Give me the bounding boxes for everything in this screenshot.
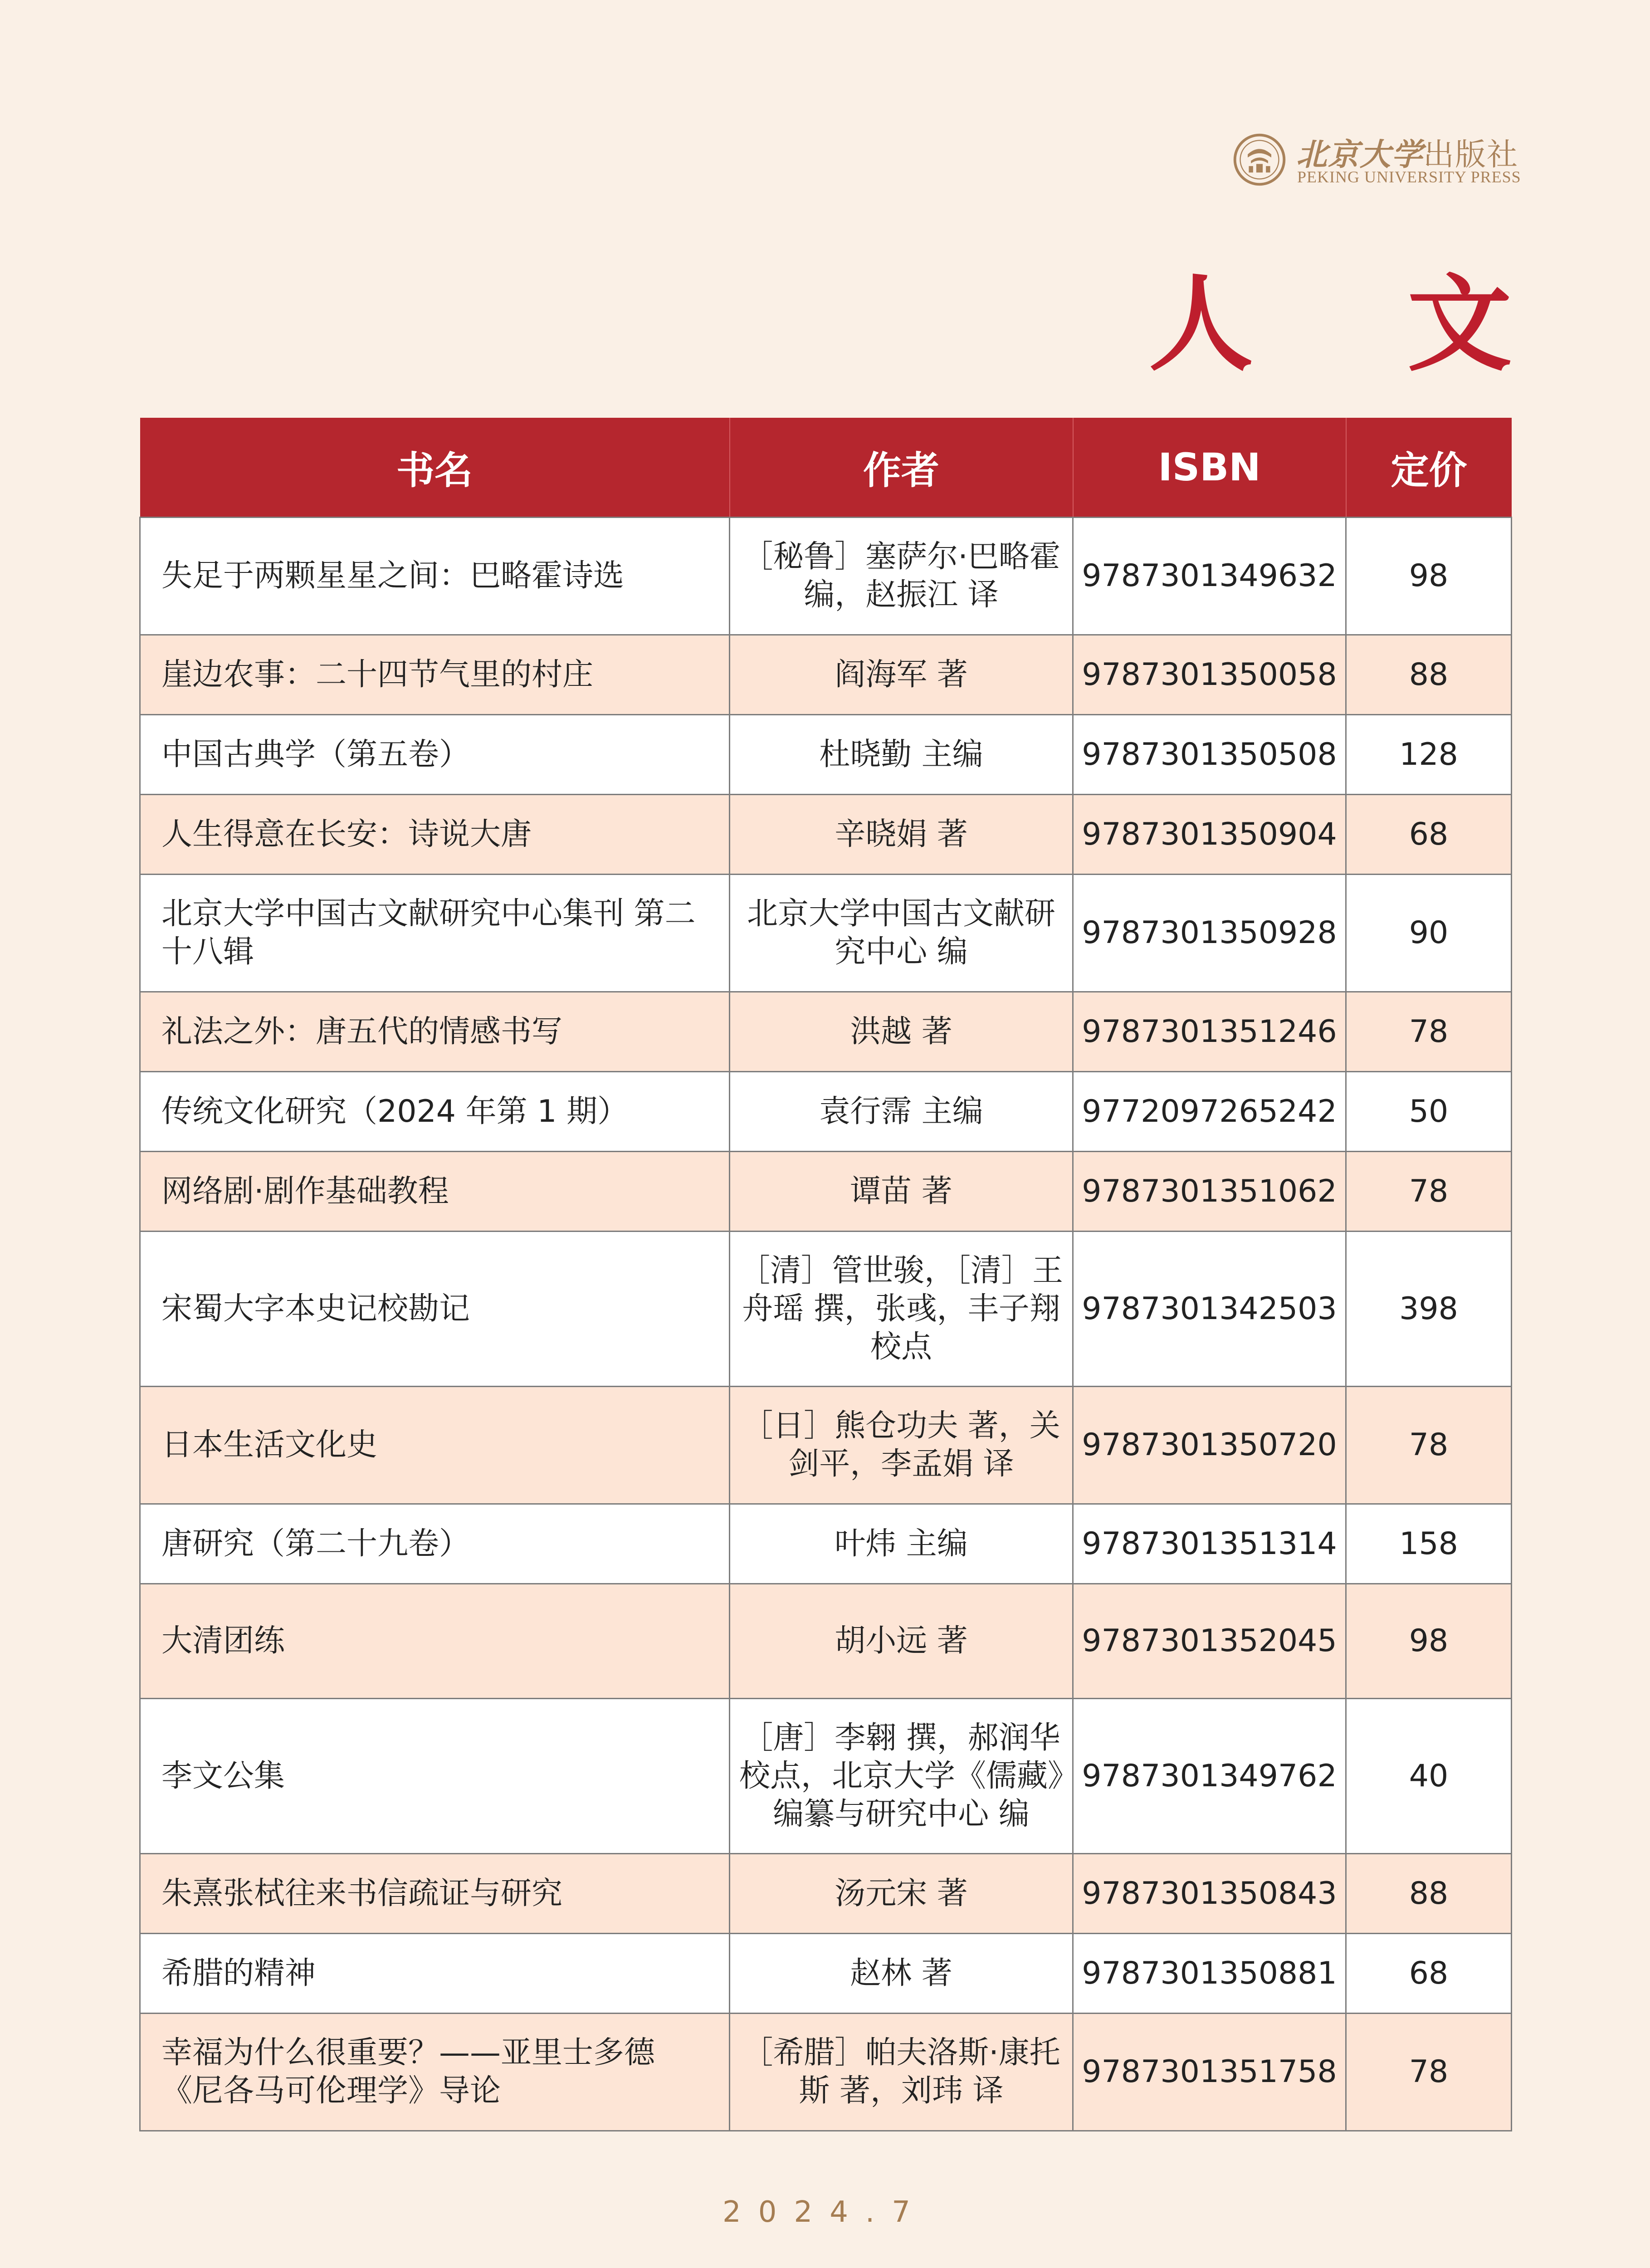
table-row bbox=[140, 795, 1512, 875]
book-title: 失足于两颗星星之间：巴略霍诗选 bbox=[140, 518, 730, 635]
book-author: 袁行霈 主编 bbox=[730, 1072, 1073, 1152]
footer-date: 2024.7 bbox=[722, 2195, 928, 2229]
book-title: 朱熹张栻往来书信疏证与研究 bbox=[140, 1854, 730, 1934]
book-isbn: 9787301350508 bbox=[1073, 715, 1346, 795]
header-title: 书名 bbox=[140, 418, 730, 518]
table-row bbox=[140, 1504, 1512, 1584]
table-row bbox=[140, 1584, 1512, 1699]
peking-university-emblem-icon bbox=[1233, 133, 1286, 186]
book-price: 50 bbox=[1346, 1072, 1512, 1152]
header-author: 作者 bbox=[730, 418, 1073, 518]
table-row bbox=[140, 1152, 1512, 1232]
book-author: 阎海军 著 bbox=[730, 635, 1073, 715]
book-price: 98 bbox=[1346, 518, 1512, 635]
book-author: 汤元宋 著 bbox=[730, 1854, 1073, 1934]
book-isbn: 9787301350843 bbox=[1073, 1854, 1346, 1934]
book-title: 日本生活文化史 bbox=[140, 1387, 730, 1504]
book-author: ［日］熊仓功夫 著，关剑平，李孟娟 译 bbox=[730, 1387, 1073, 1504]
book-title: 北京大学中国古文献研究中心集刊 第二十八辑 bbox=[140, 875, 730, 992]
book-author: 赵林 著 bbox=[730, 1934, 1073, 2014]
table-header-row bbox=[140, 418, 1512, 518]
book-isbn: 9787301351246 bbox=[1073, 992, 1346, 1072]
table-row bbox=[140, 715, 1512, 795]
book-title: 大清团练 bbox=[140, 1584, 730, 1699]
book-price: 398 bbox=[1346, 1232, 1512, 1387]
book-price: 98 bbox=[1346, 1584, 1512, 1699]
book-author: ［清］管世骏，［清］王舟瑶 撰，张彧，丰子翔 校点 bbox=[730, 1232, 1073, 1387]
book-price: 90 bbox=[1346, 875, 1512, 992]
book-price: 128 bbox=[1346, 715, 1512, 795]
book-title: 中国古典学（第五卷） bbox=[140, 715, 730, 795]
book-isbn: 9787301342503 bbox=[1073, 1232, 1346, 1387]
table-row bbox=[140, 635, 1512, 715]
book-isbn: 9787301350720 bbox=[1073, 1387, 1346, 1504]
table-row bbox=[140, 875, 1512, 992]
book-isbn: 9787301350881 bbox=[1073, 1934, 1346, 2014]
book-title: 宋蜀大字本史记校勘记 bbox=[140, 1232, 730, 1387]
book-isbn: 9787301350928 bbox=[1073, 875, 1346, 992]
book-author: ［唐］李翱 撰，郝润华 校点，北京大学《儒藏》编纂与研究中心 编 bbox=[730, 1699, 1073, 1854]
book-isbn: 9787301351314 bbox=[1073, 1504, 1346, 1584]
book-price: 158 bbox=[1346, 1504, 1512, 1584]
book-author: ［希腊］帕夫洛斯·康托斯 著，刘玮 译 bbox=[730, 2014, 1073, 2131]
book-isbn: 9787301351062 bbox=[1073, 1152, 1346, 1232]
publisher-name-suffix: 出版社 bbox=[1423, 137, 1519, 173]
table-row bbox=[140, 1387, 1512, 1504]
book-price: 78 bbox=[1346, 2014, 1512, 2131]
book-title: 幸福为什么很重要？——亚里士多德《尼各马可伦理学》导论 bbox=[140, 2014, 730, 2131]
header-price: 定价 bbox=[1346, 418, 1512, 518]
book-table bbox=[139, 418, 1512, 2131]
book-price: 88 bbox=[1346, 1854, 1512, 1934]
table-row bbox=[140, 1934, 1512, 2014]
publisher-name-en: PEKING UNIVERSITY PRESS bbox=[1297, 168, 1521, 186]
book-isbn: 9787301351758 bbox=[1073, 2014, 1346, 2131]
book-isbn: 9787301349762 bbox=[1073, 1699, 1346, 1854]
book-isbn: 9787301350058 bbox=[1073, 635, 1346, 715]
publisher-logo bbox=[1233, 129, 1521, 188]
book-isbn: 9787301349632 bbox=[1073, 518, 1346, 635]
book-title: 崖边农事：二十四节气里的村庄 bbox=[140, 635, 730, 715]
book-author: 洪越 著 bbox=[730, 992, 1073, 1072]
book-price: 68 bbox=[1346, 1934, 1512, 2014]
book-author: 杜晓勤 主编 bbox=[730, 715, 1073, 795]
book-title: 传统文化研究（2024 年第 1 期） bbox=[140, 1072, 730, 1152]
book-price: 78 bbox=[1346, 1152, 1512, 1232]
book-title: 李文公集 bbox=[140, 1699, 730, 1854]
book-price: 40 bbox=[1346, 1699, 1512, 1854]
table-row bbox=[140, 2014, 1512, 2131]
table-row bbox=[140, 1699, 1512, 1854]
book-isbn: 9787301352045 bbox=[1073, 1584, 1346, 1699]
table-row bbox=[140, 1854, 1512, 1934]
book-isbn: 9772097265242 bbox=[1073, 1072, 1346, 1152]
book-author: 叶炜 主编 bbox=[730, 1504, 1073, 1584]
book-isbn: 9787301350904 bbox=[1073, 795, 1346, 875]
book-title: 希腊的精神 bbox=[140, 1934, 730, 2014]
book-price: 88 bbox=[1346, 635, 1512, 715]
table-row bbox=[140, 992, 1512, 1072]
book-author: 北京大学中国古文献研究中心 编 bbox=[730, 875, 1073, 992]
book-author: ［秘鲁］塞萨尔·巴略霍 编，赵振江 译 bbox=[730, 518, 1073, 635]
book-title: 人生得意在长安：诗说大唐 bbox=[140, 795, 730, 875]
book-author: 谭苗 著 bbox=[730, 1152, 1073, 1232]
header-isbn: ISBN bbox=[1073, 418, 1346, 518]
publisher-name-calligraphy: 北京大学 bbox=[1296, 137, 1424, 173]
book-author: 胡小远 著 bbox=[730, 1584, 1073, 1699]
book-price: 78 bbox=[1346, 1387, 1512, 1504]
book-author: 辛晓娟 著 bbox=[730, 795, 1073, 875]
table-row bbox=[140, 1232, 1512, 1387]
book-price: 78 bbox=[1346, 992, 1512, 1072]
table-row bbox=[140, 1072, 1512, 1152]
book-title: 礼法之外：唐五代的情感书写 bbox=[140, 992, 730, 1072]
book-price: 68 bbox=[1346, 795, 1512, 875]
table-row bbox=[140, 518, 1512, 635]
book-title: 唐研究（第二十九卷） bbox=[140, 1504, 730, 1584]
book-title: 网络剧·剧作基础教程 bbox=[140, 1152, 730, 1232]
page-title: 人 文 bbox=[1148, 263, 1571, 386]
